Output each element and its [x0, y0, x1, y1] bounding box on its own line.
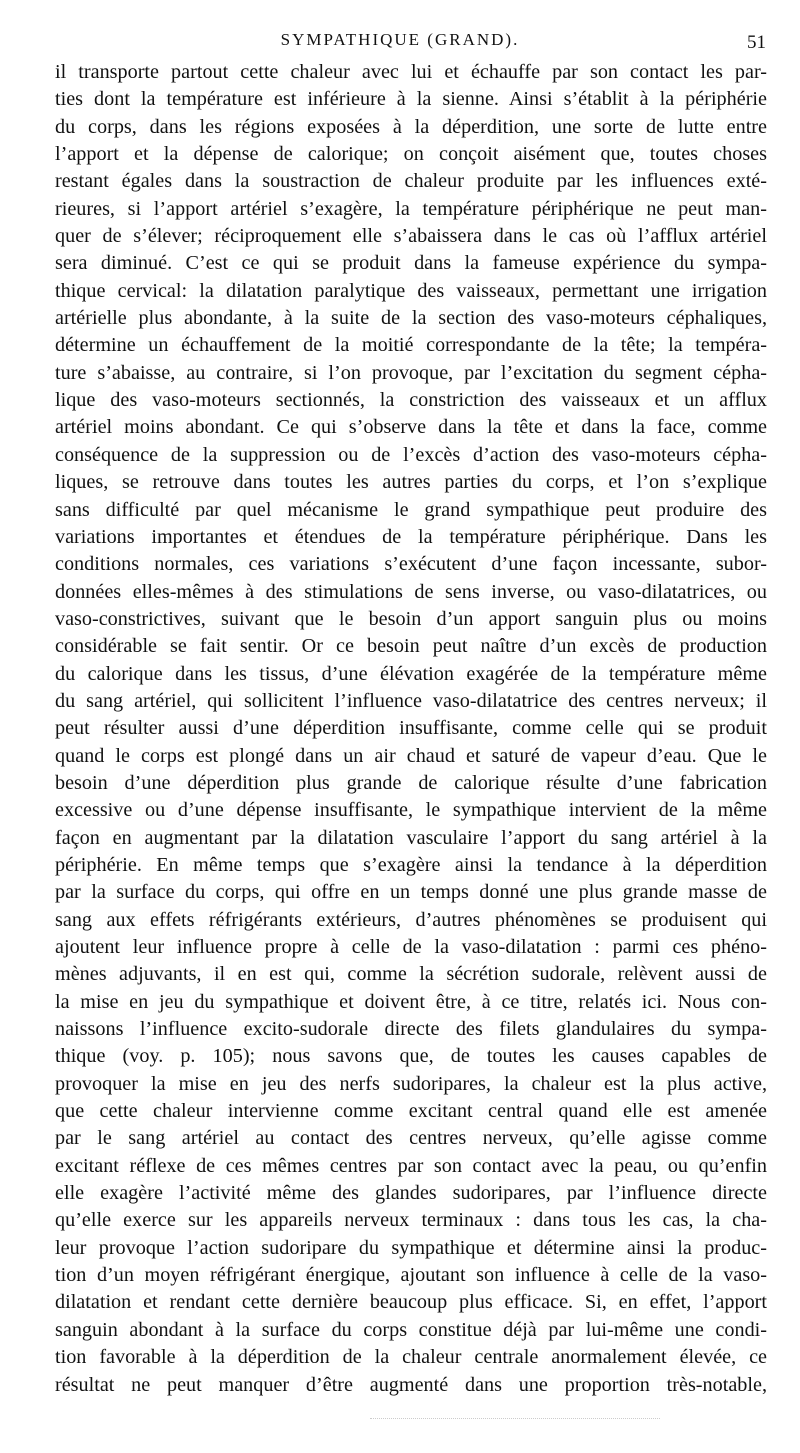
- text-line: façon en augmentant par la dilatation vasculaire l’apport du sang artériel à la: [55, 826, 767, 849]
- text-line: liques, se retrouve dans toutes les autres parties du corps, et l’on s’explique: [55, 471, 767, 494]
- text-line: rieures, si l’apport artériel s’exagère, la température périphérique ne peut man-: [55, 197, 767, 220]
- text-line: du calorique dans les tissus, d’une élévation exagérée de la température même: [55, 662, 767, 685]
- text-line: du sang artériel, qui sollicitent l’influence vaso-dilatatrice des centres nerveux; il: [55, 689, 767, 712]
- text-line: vaso-constrictives, suivant que le besoin d’un apport sanguin plus ou moins: [55, 607, 767, 630]
- text-line: tion favorable à la déperdition de la chaleur centrale anormalement élevée, ce: [55, 1346, 767, 1369]
- page-number: 51: [747, 32, 766, 53]
- text-line: par le sang artériel au contact des centres nerveux, qu’elle agisse comme: [55, 1127, 767, 1150]
- text-line: provoquer la mise en jeu des nerfs sudoripares, la chaleur est la plus active,: [55, 1072, 767, 1095]
- text-line: quer de s’élever; réciproquement elle s’abaissera dans le cas où l’afflux artériel: [55, 225, 767, 248]
- text-line: quand le corps est plongé dans un air chaud et saturé de vapeur d’eau. Que le: [55, 744, 767, 767]
- body-text: [55, 59, 767, 1399]
- text-line: qu’elle exerce sur les appareils nerveux terminaux : dans tous les cas, la cha-: [55, 1209, 767, 1232]
- text-line: lique des vaso-moteurs sectionnés, la constriction des vaisseaux et un afflux: [55, 389, 767, 412]
- text-line: résultat ne peut manquer d’être augmenté dans une proportion très-notable,: [55, 1373, 767, 1396]
- text-line: conditions normales, ces variations s’exécutent d’une façon incessante, subor-: [55, 553, 767, 576]
- text-line: elle exagère l’activité même des glandes sudoripares, par l’influence directe: [55, 1182, 767, 1205]
- text-line: que cette chaleur intervienne comme excitant central quand elle est amenée: [55, 1100, 767, 1123]
- text-line: la mise en jeu du sympathique et doivent être, à ce titre, relatés ici. Nous con-: [55, 990, 767, 1013]
- text-line: sanguin abondant à la surface du corps constitue déjà par lui-même une condi-: [55, 1318, 767, 1341]
- text-line: leur provoque l’action sudoripare du sympathique et détermine ainsi la produc-: [55, 1236, 767, 1259]
- text-line: artériel moins abondant. Ce qui s’observe dans la tête et dans la face, comme: [55, 416, 767, 439]
- text-line: artérielle plus abondante, à la suite de la section des vaso-moteurs céphaliques,: [55, 307, 767, 330]
- text-line: sang aux effets réfrigérants extérieurs, d’autres phénomènes se produisent qui: [55, 908, 767, 931]
- text-line: données elles-mêmes à des stimulations de sens inverse, ou vaso-dilatatrices, ou: [55, 580, 767, 603]
- text-line: peut résulter aussi d’une déperdition insuffisante, comme celle qui se produit: [55, 717, 767, 740]
- text-line: conséquence de la suppression ou de l’excès d’action des vaso-moteurs cépha-: [55, 443, 767, 466]
- text-line: l’apport et la dépense de calorique; on conçoit aisément que, toutes choses: [55, 143, 767, 166]
- text-line: considérable se fait sentir. Or ce besoin peut naître d’un excès de production: [55, 635, 767, 658]
- text-line: thique cervical: la dilatation paralytique des vaisseaux, permettant une irrigation: [55, 279, 767, 302]
- text-line: restant égales dans la soustraction de chaleur produite par les influences exté-: [55, 170, 767, 193]
- text-line: il transporte partout cette chaleur avec lui et échauffe par son contact les par-: [55, 61, 767, 83]
- text-line: sera diminué. C’est ce qui se produit dans la fameuse expérience du sympa-: [55, 252, 767, 275]
- text-line: tion d’un moyen réfrigérant énergique, ajoutant son influence à celle de la vaso-: [55, 1264, 767, 1287]
- page-header: [0, 26, 800, 56]
- text-line: excitant réflexe de ces mêmes centres par son contact avec la peau, ou qu’enfin: [55, 1154, 767, 1177]
- text-line: détermine un échauffement de la moitié correspondante de la tête; la tempéra-: [55, 334, 767, 357]
- text-line: naissons l’influence excito-sudorale directe des filets glandulaires du sympa-: [55, 1018, 767, 1041]
- text-line: périphérie. En même temps que s’exagère ainsi la tendance à la déperdition: [55, 853, 767, 876]
- running-title: SYMPATHIQUE (GRAND).: [280, 30, 520, 49]
- text-line: par la surface du corps, qui offre en un temps donné une plus grande masse de: [55, 881, 767, 904]
- text-line: du corps, dans les régions exposées à la déperdition, une sorte de lutte entre: [55, 115, 767, 138]
- text-line: excessive ou d’une dépense insuffisante, le sympathique intervient de la même: [55, 799, 767, 822]
- text-line: sans difficulté par quel mécanisme le grand sympathique peut produire des: [55, 498, 767, 521]
- text-line: dilatation et rendant cette dernière beaucoup plus efficace. Si, en effet, l’apport: [55, 1291, 767, 1314]
- footer-smudge: [370, 1418, 660, 1419]
- text-line: ties dont la température est inférieure à la sienne. Ainsi s’établit à la périphérie: [55, 88, 767, 111]
- text-line: mènes adjuvants, il en est qui, comme la sécrétion sudorale, relèvent aussi de: [55, 963, 767, 986]
- text-line: variations importantes et étendues de la température périphérique. Dans les: [55, 525, 767, 548]
- text-line: besoin d’une déperdition plus grande de calorique résulte d’une fabrication: [55, 771, 767, 794]
- text-line: thique (voy. p. 105); nous savons que, de toutes les causes capables de: [55, 1045, 767, 1068]
- text-line: ture s’abaisse, au contraire, si l’on provoque, par l’excitation du segment cépha-: [55, 361, 767, 384]
- text-line: ajoutent leur influence propre à celle de la vaso-dilatation : parmi ces phéno-: [55, 936, 767, 958]
